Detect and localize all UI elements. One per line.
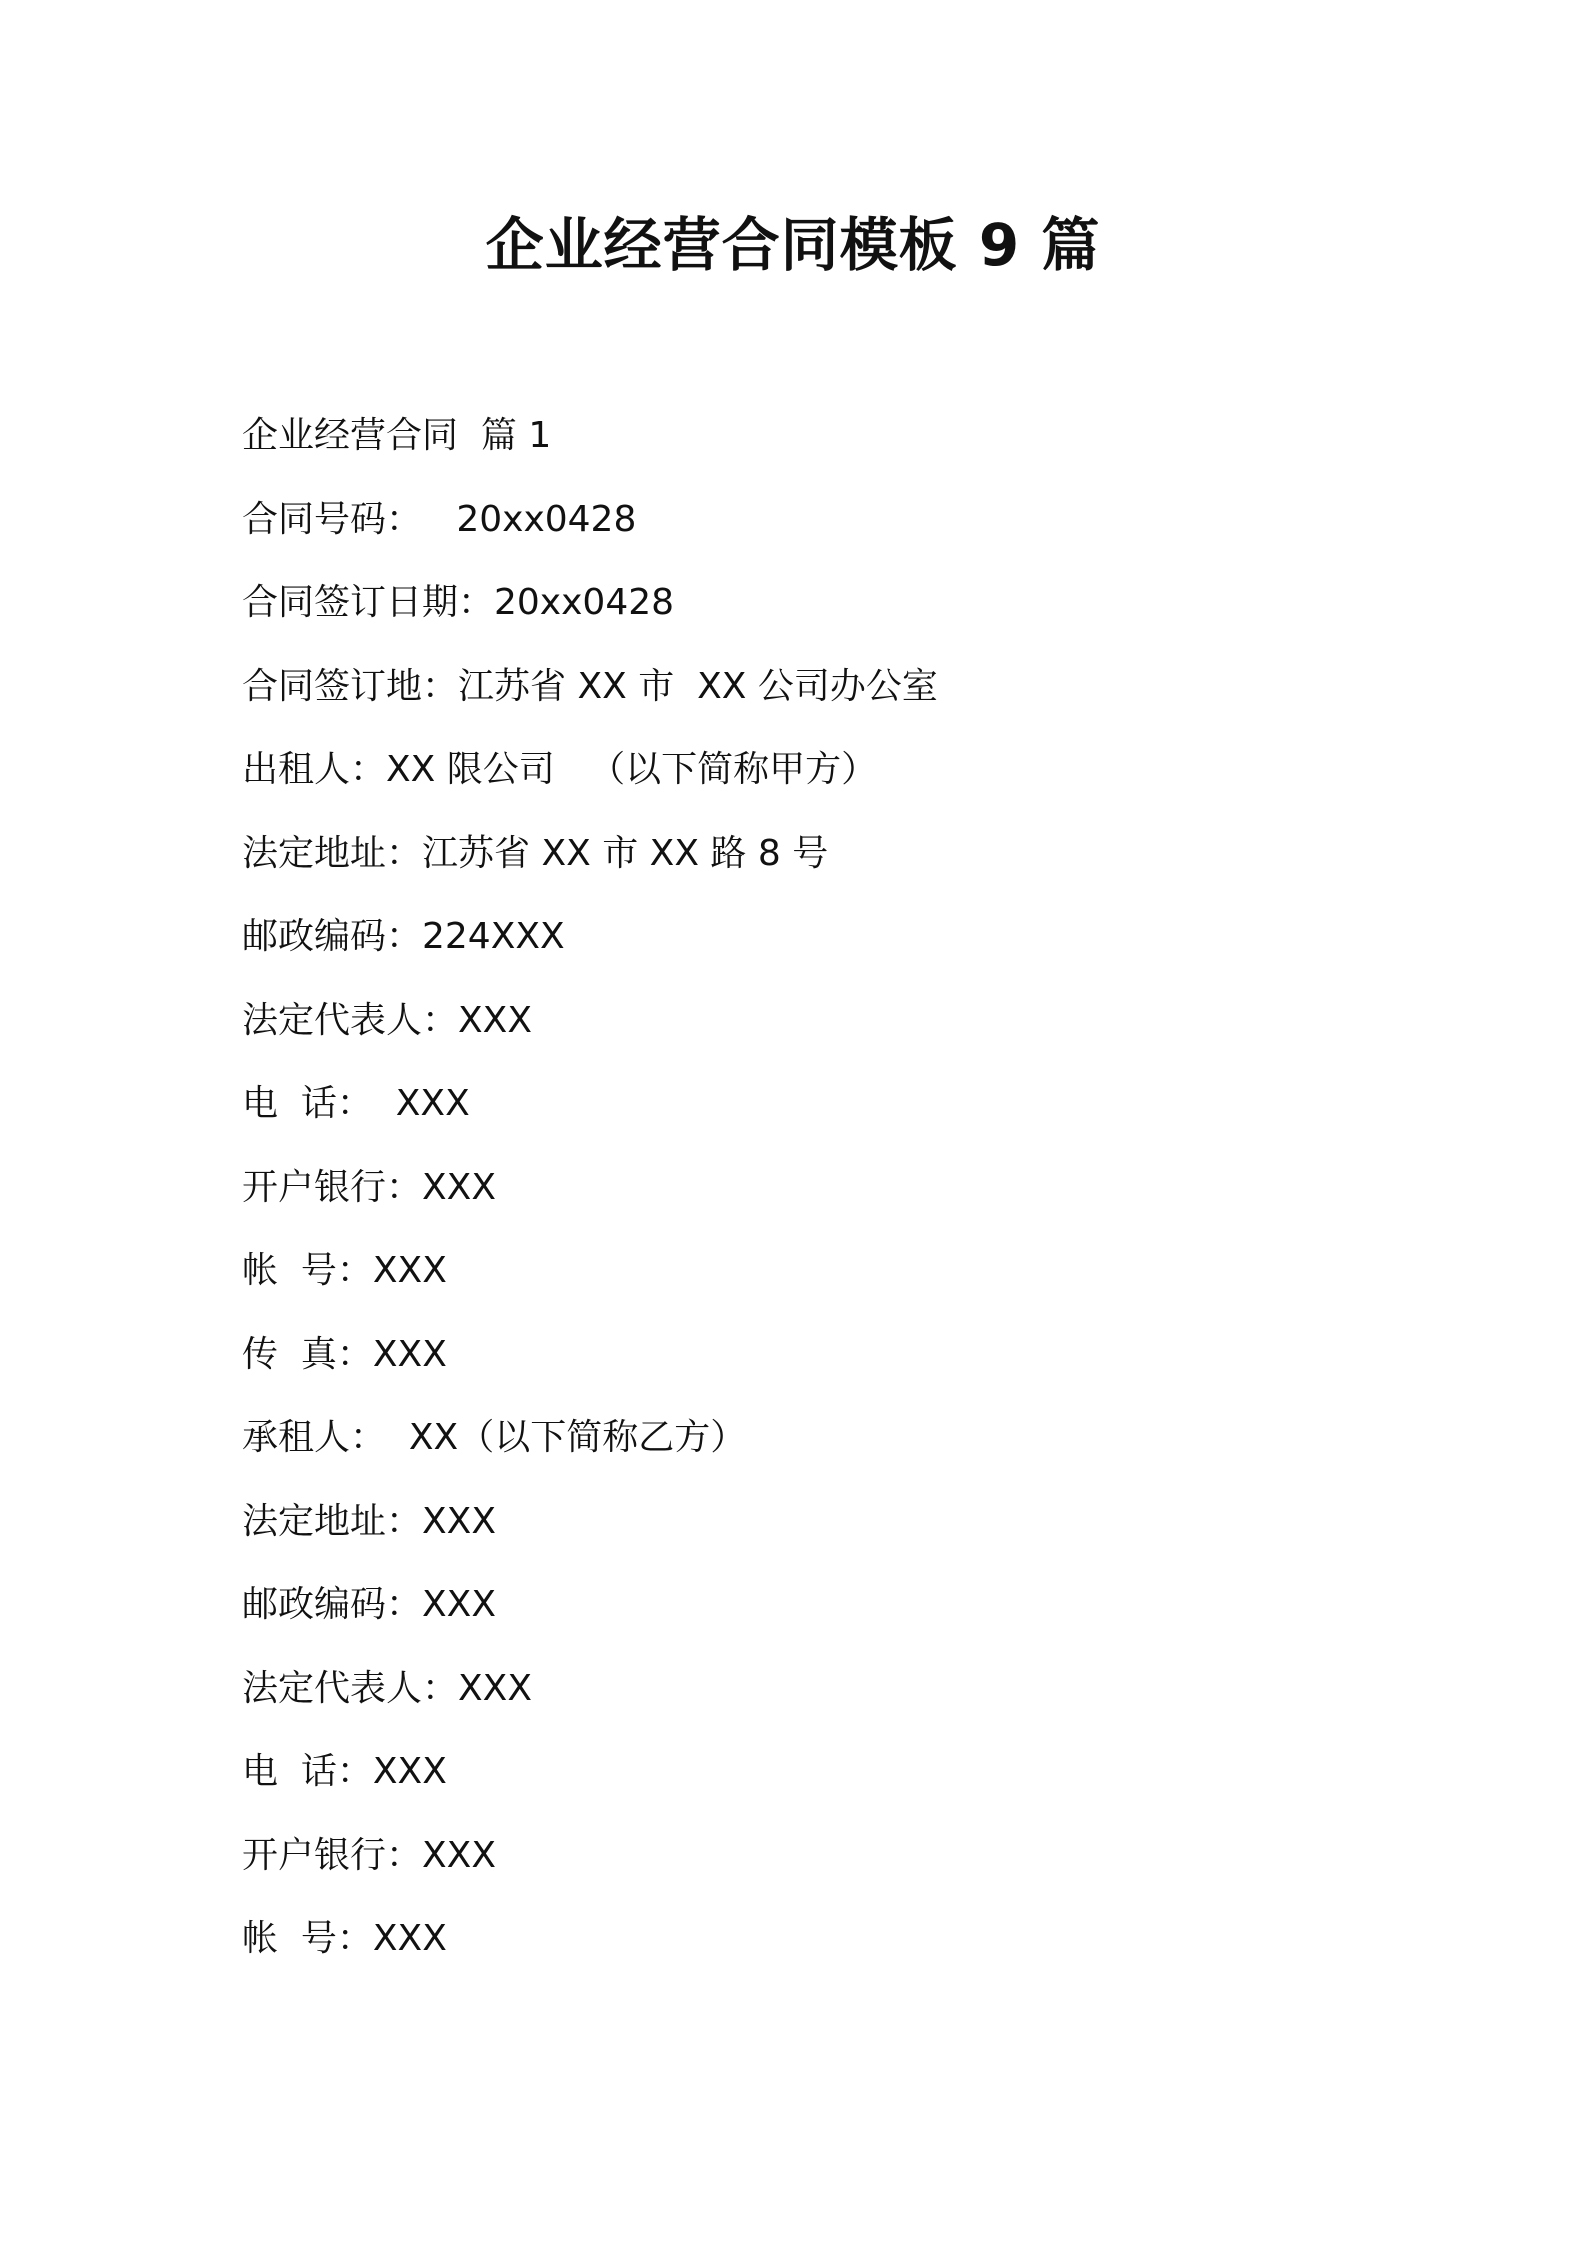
- lessee-phone-line: 电 话：XXX: [242, 1751, 447, 1792]
- lessor-bank-line: 开户银行：XXX: [242, 1166, 496, 1208]
- document-title: 企业经营合同模板 9 篇: [485, 211, 1101, 279]
- section-heading: 企业经营合同 篇 1: [242, 415, 552, 456]
- signing-date-line: 合同签订日期：20xx0428: [242, 582, 675, 623]
- lessor-postcode-line: 邮政编码：224XXX: [242, 916, 565, 957]
- lessor-fax-line: 传 真：XXX: [242, 1333, 447, 1375]
- lessor-phone-line: 电 话： XXX: [242, 1083, 470, 1124]
- lessee-line: 承租人： XX（以下简称乙方）: [242, 1417, 747, 1458]
- lessor-account-line: 帐 号：XXX: [242, 1250, 447, 1291]
- lessee-address-line: 法定地址：XXX: [242, 1500, 496, 1542]
- lessee-account-line: 帐 号：XXX: [242, 1918, 447, 1959]
- lessor-address-line: 法定地址：江苏省 XX 市 XX 路 8 号: [242, 832, 829, 874]
- contract-lines: [242, 400, 1392, 1987]
- lessor-representative-line: 法定代表人：XXX: [242, 999, 532, 1041]
- lessee-postcode-line: 邮政编码：XXX: [242, 1584, 496, 1625]
- signing-place-line: 合同签订地：江苏省 XX 市 XX 公司办公室: [242, 665, 938, 707]
- lessee-bank-line: 开户银行：XXX: [242, 1834, 496, 1876]
- lessor-line: 出租人：XX 限公司 （以下简称甲方）: [242, 749, 878, 790]
- contract-number-line: 合同号码： 20xx0428: [242, 498, 637, 540]
- lessee-representative-line: 法定代表人：XXX: [242, 1667, 532, 1709]
